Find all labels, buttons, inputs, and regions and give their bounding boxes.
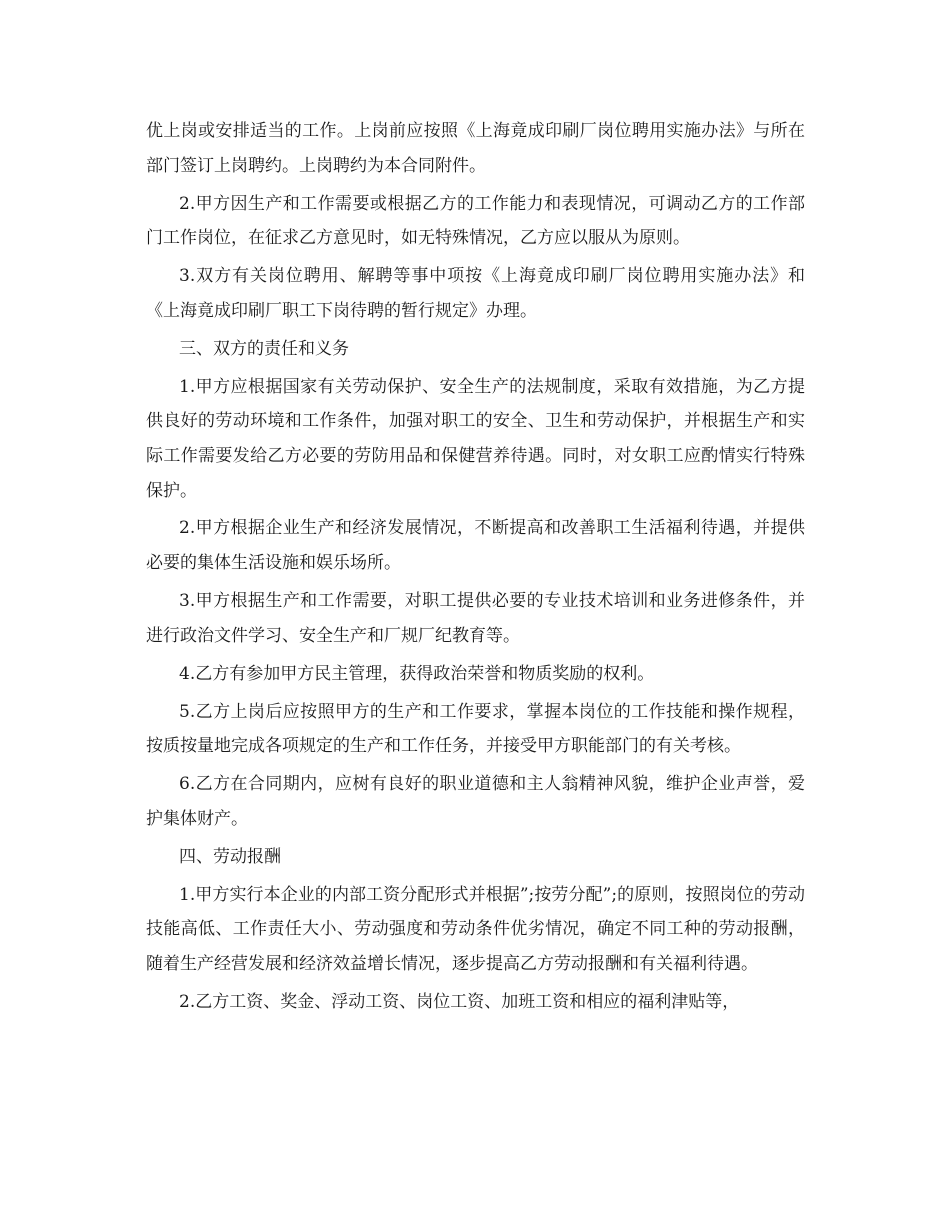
- paragraph: 2.甲方根据企业生产和经济发展情况，不断提高和改善职工生活福利待遇，并提供必要的集体生活设施和娱乐场所。: [146, 518, 805, 574]
- paragraph: 4.乙方有参加甲方民主管理，获得政治荣誉和物质奖励的权利。: [179, 663, 655, 684]
- paragraph: 1.甲方应根据国家有关劳动保护、安全生产的法规制度，采取有效措施，为乙方提供良好的劳动环境和工作条件，加强对职工的安全、卫生和劳动保护，并根据生产和实际工作需要发给乙方必要的劳防用品和保健营养待遇。同时，对女职工应酌情实行特殊保护。: [146, 376, 805, 501]
- paragraph: 1.甲方实行本企业的内部工资分配形式并根据”;按劳分配”;的原则，按照岗位的劳动技能高低、工作责任大小、劳动强度和劳动条件优劣情况，确定不同工种的劳动报酬，随着生产经营发展和经济效益增长情况，逐步提高乙方劳动报酬和有关福利待遇。: [146, 884, 805, 974]
- paragraph: 6.乙方在合同期内，应树有良好的职业道德和主人翁精神风貌，维护企业声誉，爱护集体财产。: [146, 774, 805, 829]
- paragraph: 2.乙方工资、奖金、浮动工资、岗位工资、加班工资和相应的福利津贴等，: [179, 991, 740, 1012]
- document-body: [146, 114, 805, 1023]
- paragraph: 2.甲方因生产和工作需要或根据乙方的工作能力和表现情况，可调动乙方的工作部门工作岗位，在征求乙方意见时，如无特殊情况，乙方应以服从为原则。: [146, 193, 805, 249]
- section-heading: 四、劳动报酬: [179, 846, 281, 867]
- section-heading: 三、双方的责任和义务: [179, 338, 349, 359]
- paragraph: 5.乙方上岗后应按照甲方的生产和工作要求，掌握本岗位的工作技能和操作规程，按质按量地完成各项规定的生产和工作任务，并接受甲方职能部门的有关考核。: [146, 701, 805, 757]
- paragraph: 优上岗或安排适当的工作。上岗前应按照《上海竟成印刷厂岗位聘用实施办法》与所在部门签订上岗聘约。上岗聘约为本合同附件。: [146, 121, 805, 176]
- paragraph: 3.双方有关岗位聘用、解聘等事中项按《上海竟成印刷厂岗位聘用实施办法》和《上海竟成印刷厂职工下岗待聘的暂行规定》办理。: [146, 266, 805, 321]
- paragraph: 3.甲方根据生产和工作需要，对职工提供必要的专业技术培训和业务进修条件，并进行政治文件学习、安全生产和厂规厂纪教育等。: [146, 591, 805, 646]
